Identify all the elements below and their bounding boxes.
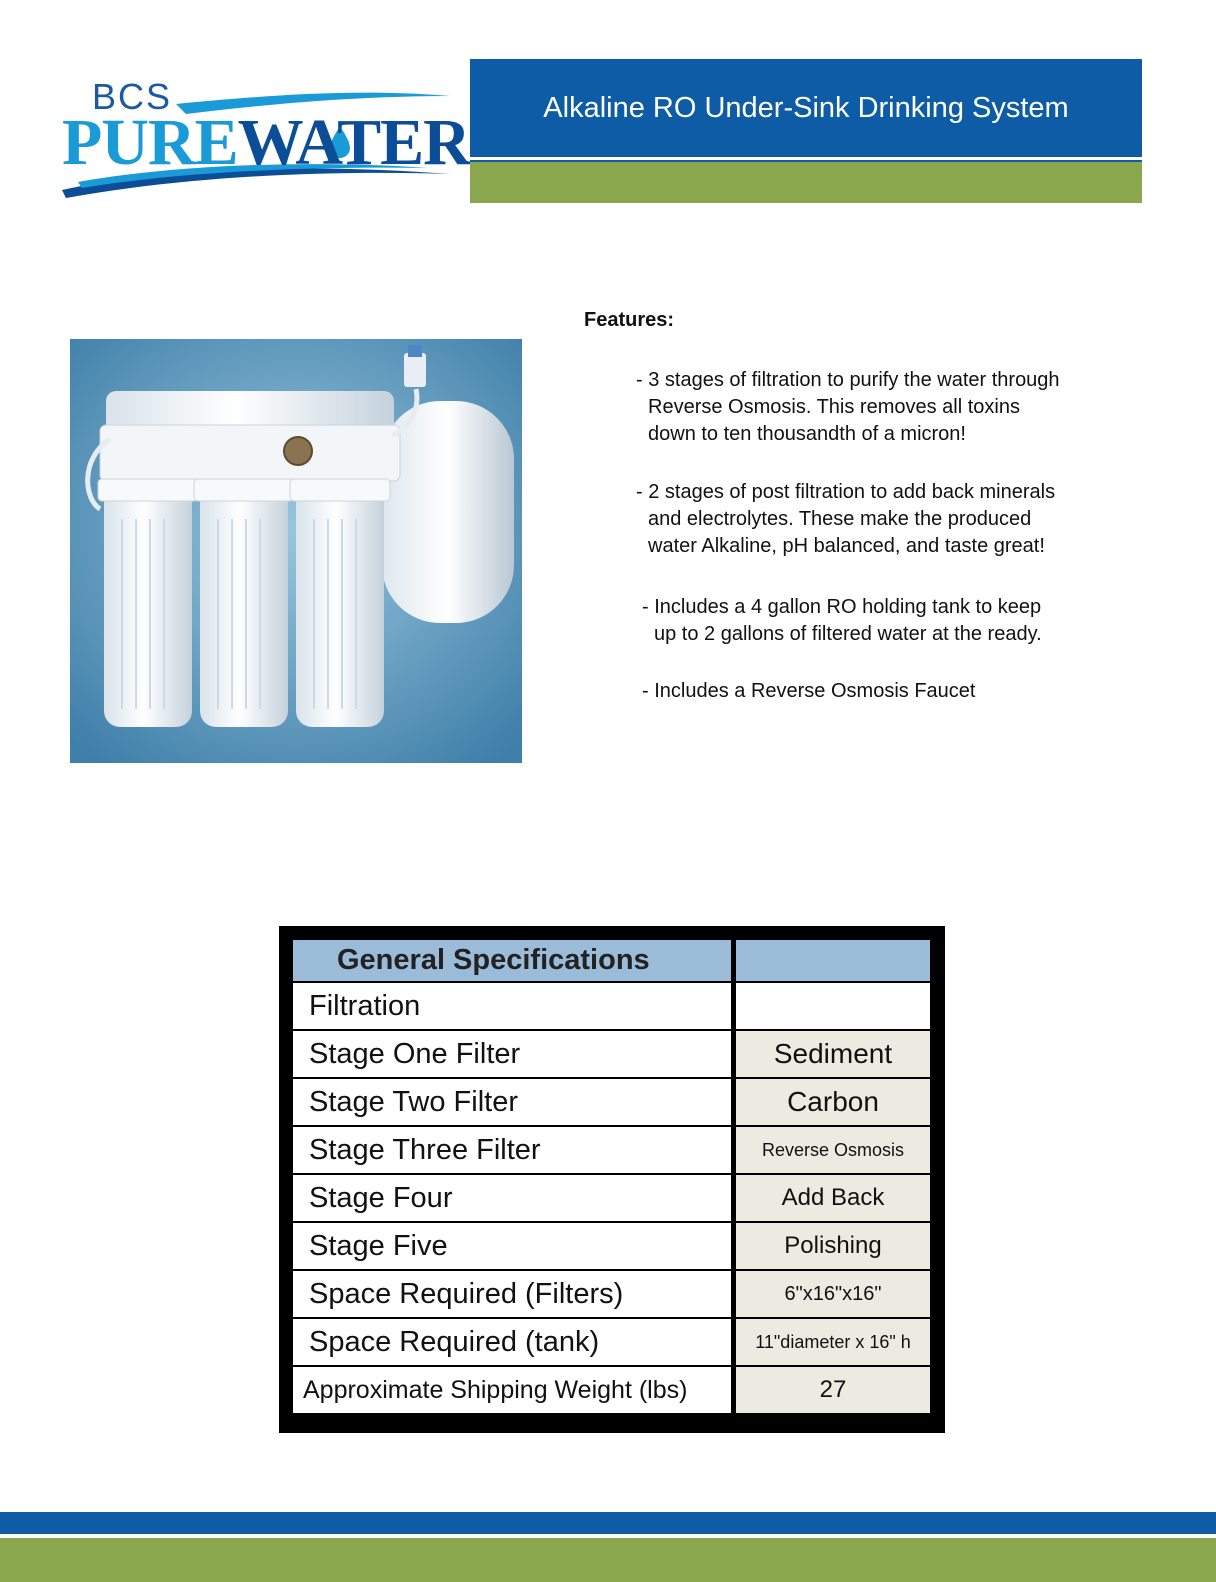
spec-value: Polishing — [736, 1223, 930, 1271]
feature-item-filtration — [636, 367, 1170, 448]
features-heading: Features: — [584, 309, 675, 331]
table-row — [293, 1031, 930, 1079]
spec-label: Filtration — [293, 983, 731, 1031]
spec-label: Stage Three Filter — [293, 1127, 731, 1175]
spec-value: Sediment — [736, 1031, 930, 1079]
spec-label: Stage Five — [293, 1223, 731, 1271]
brand-logo — [58, 74, 470, 199]
table-row — [293, 1319, 930, 1367]
feature-line: - Includes a Reverse Osmosis Faucet — [642, 680, 976, 702]
header-banner — [470, 59, 1142, 157]
ro-system-illustration — [70, 339, 522, 763]
specs-header: General Specifications — [293, 940, 731, 983]
feature-line: down to ten thousandth of a micron! — [648, 423, 966, 445]
spec-label: Space Required (tank) — [293, 1319, 731, 1367]
spec-value: 11"diameter x 16" h — [736, 1319, 930, 1367]
logo-brand-pure: PURE — [62, 106, 238, 179]
product-photo — [70, 339, 522, 763]
table-row — [293, 1271, 930, 1319]
spec-value: Carbon — [736, 1079, 930, 1127]
specs-header-value — [736, 940, 930, 983]
feature-item-post-filtration — [636, 479, 1170, 560]
specs-header-row — [293, 940, 930, 983]
spec-label: Stage Four — [293, 1175, 731, 1223]
feature-item-holding-tank — [642, 594, 1176, 648]
spec-value: 6"x16"x16" — [736, 1271, 930, 1319]
spec-value: Reverse Osmosis — [736, 1127, 930, 1175]
spec-label: Stage Two Filter — [293, 1079, 731, 1127]
table-row — [293, 1127, 930, 1175]
table-row — [293, 1079, 930, 1127]
spec-label: Stage One Filter — [293, 1031, 731, 1079]
feature-line: Reverse Osmosis. This removes all toxins — [648, 396, 1020, 418]
feature-line: - Includes a 4 gallon RO holding tank to keep — [642, 596, 1042, 618]
feature-line: up to 2 gallons of filtered water at the ready. — [654, 623, 1042, 645]
feature-line: - 3 stages of filtration to purify the water through — [636, 369, 1060, 391]
logo-brand-text — [62, 106, 470, 179]
spec-label: Approximate Shipping Weight (lbs) — [293, 1367, 731, 1415]
feature-line: - 2 stages of post filtration to add back minerals — [636, 481, 1056, 503]
feature-line: and electrolytes. These make the produced — [648, 508, 1032, 530]
spec-value: 27 — [736, 1367, 930, 1415]
logo-brand-water: WATER — [237, 106, 470, 179]
feature-line: water Alkaline, pH balanced, and taste great! — [648, 535, 1045, 557]
logo-bcs-text: BCS — [92, 76, 173, 117]
table-row — [293, 1175, 930, 1223]
spec-value: Add Back — [736, 1175, 930, 1223]
table-row — [293, 1367, 930, 1415]
page-title: Alkaline RO Under-Sink Drinking System — [543, 91, 1069, 124]
header-green-band — [470, 162, 1142, 203]
specs-table — [279, 926, 945, 1433]
table-row — [293, 983, 930, 1031]
spec-label: Space Required (Filters) — [293, 1271, 731, 1319]
specs-table-body — [293, 940, 930, 1415]
spec-value — [736, 983, 930, 1031]
footer-green-band — [0, 1538, 1216, 1582]
footer-blue-band — [0, 1512, 1216, 1534]
table-row — [293, 1223, 930, 1271]
feature-item-faucet — [642, 678, 1176, 705]
